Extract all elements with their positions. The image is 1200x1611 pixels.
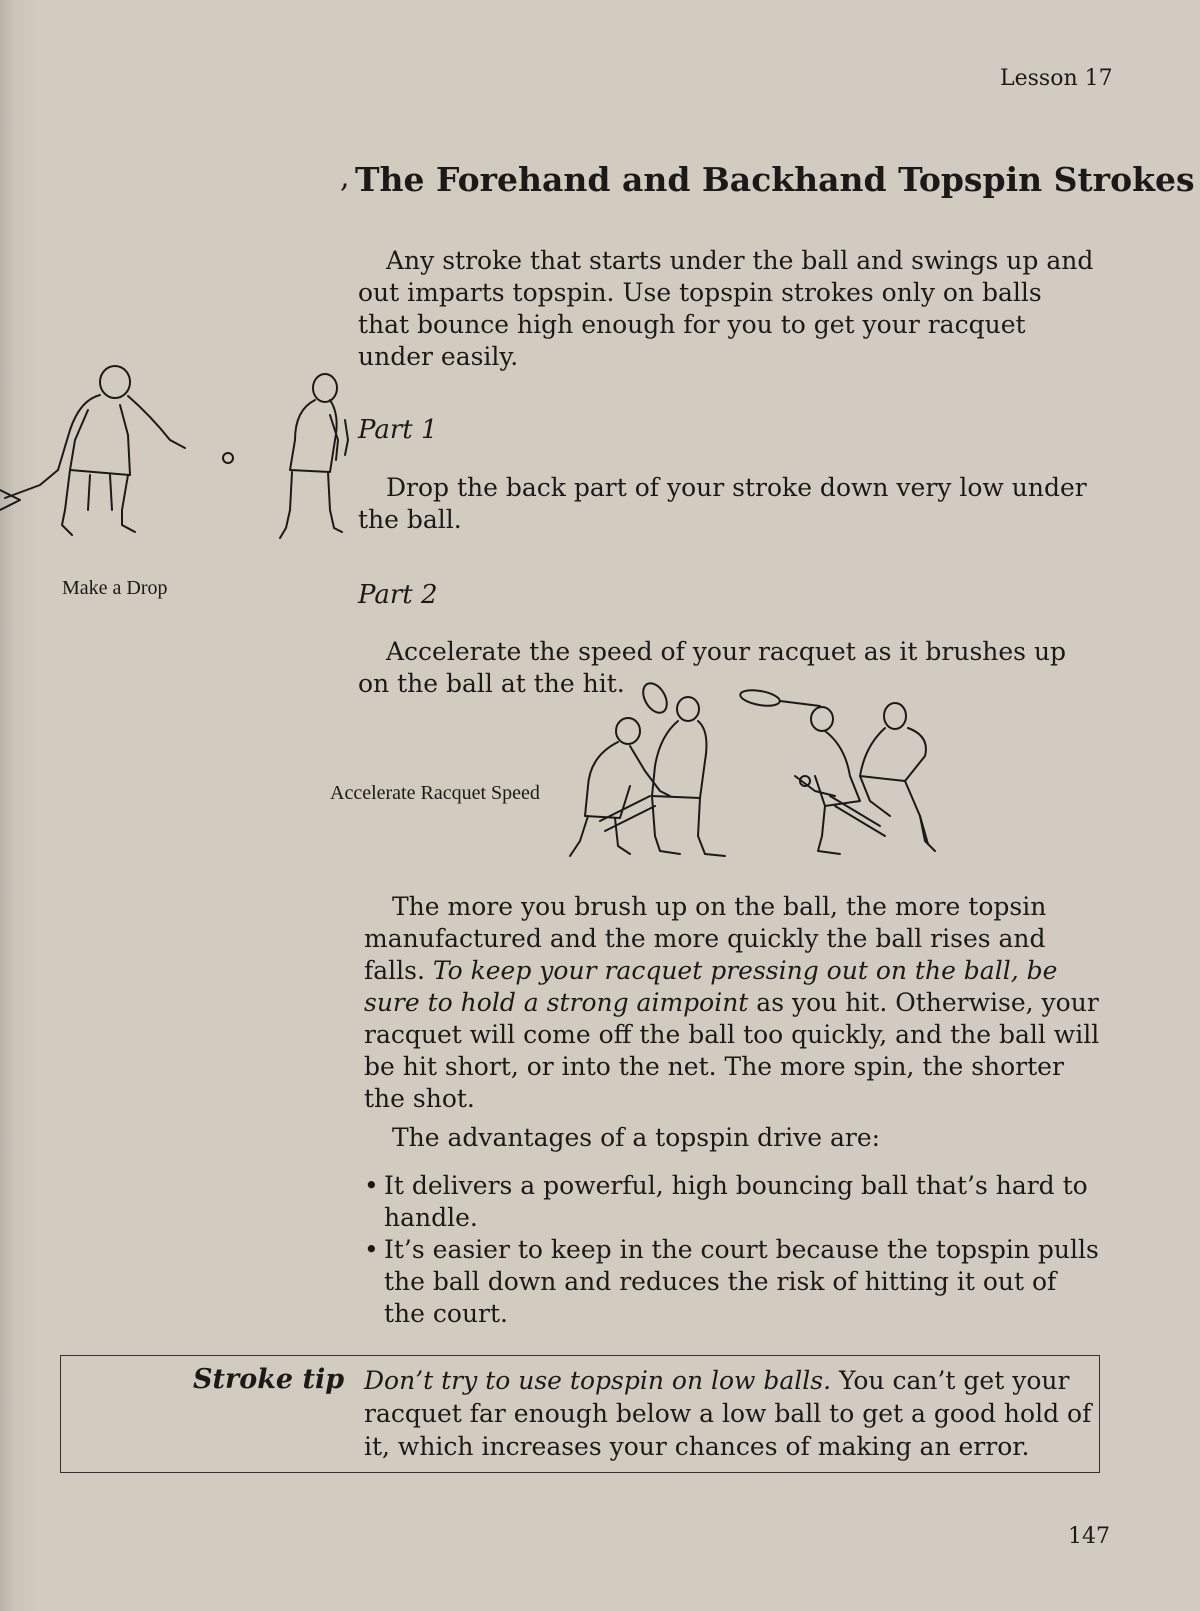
stroke-tip-label: Stroke tip: [193, 1364, 345, 1395]
stroke-tip-body: You can’t get your racquet far enough below a low ball to get a good hold of it, which increases your chances of making an error.: [364, 1366, 1092, 1461]
main-text-emphasis: To keep your racquet pressing out on the ball, be sure to hold a strong aimpoint: [364, 956, 1058, 1017]
make-a-drop-illustration: [0, 360, 350, 560]
part1-heading: Part 1: [358, 415, 438, 445]
intro-paragraph: [358, 245, 1098, 373]
player-figure-3: [570, 679, 672, 856]
intro-text: Any stroke that starts under the ball and swings up and out imparts topspin. Use topspin strokes only on balls that bounce high enough for you to get your racquet under easily.: [358, 246, 1094, 371]
main-text: [364, 891, 1104, 1115]
page-title: The Forehand and Backhand Topspin Strokes: [355, 160, 1195, 199]
part1-paragraph: [358, 472, 1098, 536]
bullet-icon: •: [364, 1235, 379, 1264]
advantages-intro: The advantages of a topspin drive are:: [392, 1123, 881, 1152]
advantages-list: [364, 1170, 1104, 1330]
main-text-tail: as you hit. Otherwise, your racquet will come off the ball too quickly, and the ball will be hit short, or into the net. The more spin, the shorter the shot.: [364, 988, 1100, 1113]
advantages-intro-paragraph: [364, 1122, 1104, 1154]
lesson-header: Lesson 17: [1000, 66, 1113, 91]
accelerate-racquet-illustration: [560, 676, 980, 876]
list-item: • It delivers a powerful, high bouncing ball that’s hard to handle.: [364, 1171, 1088, 1232]
player-figure-2: [280, 374, 348, 538]
page-number: 147: [1068, 1524, 1110, 1549]
stroke-tip-text: [364, 1364, 1094, 1463]
ball-icon: [223, 453, 233, 463]
part2-heading: Part 2: [358, 580, 438, 610]
player-figure-1: [0, 366, 185, 535]
list-item: • It’s easier to keep in the court because the topspin pulls the ball down and reduces the risk of hitting it out of the court.: [364, 1235, 1099, 1328]
caption-accelerate-racquet-speed: Accelerate Racquet Speed: [330, 782, 540, 804]
bullet-icon: •: [364, 1171, 379, 1200]
stroke-tip-emphasis: Don’t try to use topspin on low balls.: [364, 1366, 832, 1395]
main-text-lead: The more you brush up on the ball, the more topsin manufactured and the more quickly the ball rises and falls.: [364, 892, 1047, 985]
player-figure-4: [652, 697, 725, 856]
part2-text: Accelerate the speed of your racquet as it brushes up on the ball at the hit.: [358, 637, 1067, 698]
title-mark: ,: [340, 160, 350, 195]
part1-text: Drop the back part of your stroke down very low under the ball.: [358, 473, 1087, 534]
player-figure-5: [739, 688, 860, 854]
caption-make-a-drop: Make a Drop: [62, 577, 168, 599]
main-paragraph: [364, 891, 1104, 1115]
player-figure-6: [830, 703, 935, 851]
